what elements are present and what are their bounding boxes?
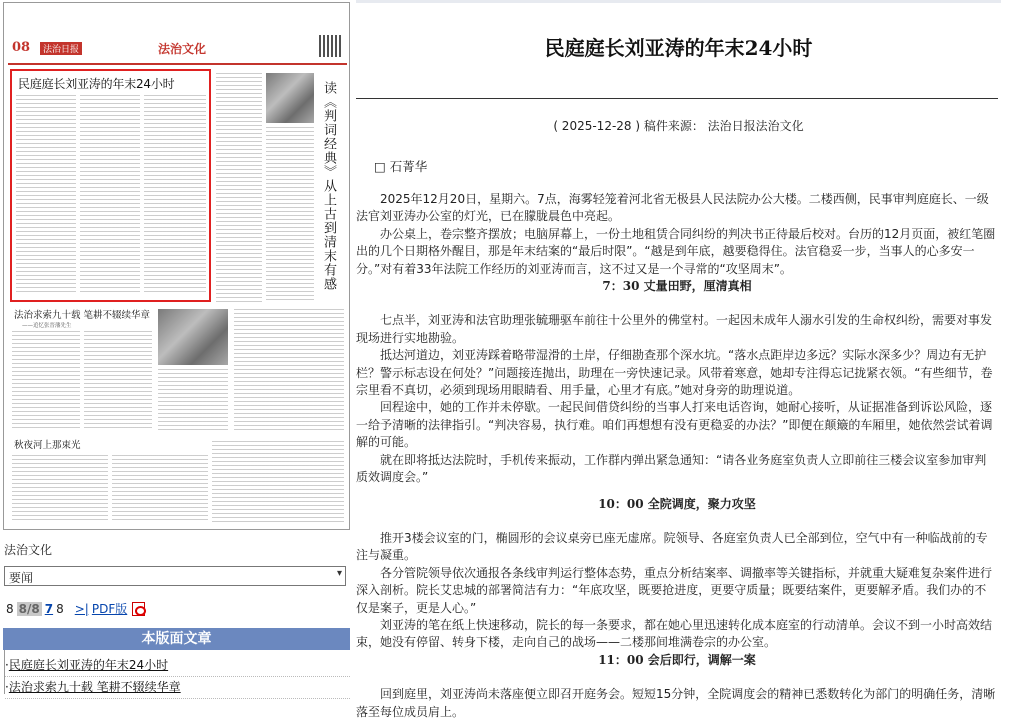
pdf-version-link[interactable]: PDF版 xyxy=(91,602,128,616)
newspaper-body xyxy=(8,69,347,527)
list-item: ·民庭庭长刘亚涛的年末24小时 xyxy=(5,655,350,677)
article-panel xyxy=(356,0,1001,719)
vertical-headline: 读《判词经典》从上古到清末有感 xyxy=(321,81,336,291)
spacer xyxy=(356,295,998,312)
newspaper-page-number: 08 xyxy=(12,40,31,55)
article-paragraph: 回程途中，她的工作并未停歇。一起民间借贷纠纷的当事人打来电话咨询，她耐心接听，从证据准备到诉讼风险，逐一给予清晰的法律指引。“判决容易，执行难。咱们再想想有没有更稳妥的办法？”即便在颠簸的车厢里，她依然尝试着调解的可能。 xyxy=(356,400,993,450)
pager-last-arrow[interactable]: >| xyxy=(74,601,89,616)
spacer xyxy=(356,487,998,496)
source-label: 法治文化 xyxy=(4,543,53,557)
chevron-down-icon: ▾ xyxy=(336,568,342,579)
text-column xyxy=(12,331,80,431)
highlighted-article-headline: 民庭庭长刘亚涛的年末24小时 xyxy=(18,77,175,91)
text-column xyxy=(12,455,108,523)
page-articles-list xyxy=(5,655,350,699)
page-articles-header: 本版面文章 xyxy=(3,628,350,650)
article-link[interactable]: 法治求索九十载 笔耕不辍续华章 xyxy=(8,680,181,694)
text-column xyxy=(112,455,208,523)
section-select[interactable] xyxy=(4,566,346,586)
article-paragraph: 刘亚涛的笔在纸上快速移动，院长的每一条要求，都在她心里迅速转化成本庭室的行动清单。会议不到一小时高效结束，她没有停留、转身下楼，走向自己的战场——二楼那间堆满卷宗的办公室。 xyxy=(356,617,993,650)
top-bar xyxy=(356,0,1001,3)
pager-current: 8/8 xyxy=(18,601,40,616)
article-paragraph: 就在即将抵达法院时，手机传来振动，工作群内弹出紧急通知：“请各业务庭室负责人立即前往三楼会议室参加审判质效调度会。” xyxy=(356,452,987,485)
text-column xyxy=(234,309,344,431)
left-panel xyxy=(0,0,352,694)
article-subhead: 10：00 全院调度，聚力攻坚 xyxy=(598,496,756,511)
pager-last[interactable]: 8 xyxy=(56,601,64,616)
article-paragraph: 抵达河道边，刘亚涛踩着略带湿滑的土岸，仔细勘查那个深水坑。“落水点距岸边多远？实际水深多少？周边有无护栏？警示标志设在何处？”问题接连抛出，助理在一旁快速记录。风带着寒意，她却专注得忘记拢紧衣领。“有些细节，卷宗里看不真切，必须到现场用眼睛看、用手量，心里才有底。”她对身旁的助理说道。 xyxy=(356,348,993,398)
highlighted-article-region[interactable] xyxy=(10,69,211,302)
title-divider xyxy=(356,98,998,99)
text-column xyxy=(266,127,314,303)
spacer xyxy=(356,513,998,530)
section-select-value: 要闻 xyxy=(9,571,34,585)
pdf-icon[interactable] xyxy=(132,602,145,616)
story3-headline: 秋夜河上那束光 xyxy=(14,440,81,451)
article-paragraph: 推开3楼会议室的门，椭圆形的会议桌旁已座无虚席。院领导、各庭室负责人已全部到位，空气中有一种临战前的专注与凝重。 xyxy=(356,530,988,563)
pager-prefix: 8 xyxy=(6,601,14,616)
page-navigation xyxy=(6,600,145,617)
newspaper-page-thumbnail[interactable] xyxy=(3,2,350,530)
article-link[interactable]: 民庭庭长刘亚涛的年末24小时 xyxy=(8,658,169,672)
article-paragraph: 2025年12月20日，星期六。7点，海雾轻笼着河北省无极县人民法院办公大楼。二楼西侧，民事审判庭庭长、一级法官刘亚涛办公室的灯光，已在朦胧晨色中亮起。 xyxy=(356,192,989,224)
list-item: ·法治求索九十载 笔耕不辍续华章 xyxy=(5,677,350,699)
article-paragraph: 办公桌上，卷宗整齐摆放；电脑屏幕上，一份土地租赁合同纠纷的判决书正待最后校对。台历的12月页面，被红笔圈出的几个日期格外醒目，那是年末结案的“最后时限”。“越是到年底，越要稳得住。法官稳妥一步，当事人的心多安一分。”对有着33年法院工作经历的刘亚涛而言，这不过又是一个寻常的“攻坚周末”。 xyxy=(356,226,996,276)
text-column xyxy=(84,331,152,431)
newspaper-image xyxy=(158,309,228,365)
story2-subheadline: ——追忆张晋藩先生 xyxy=(22,323,72,329)
article-paragraph: 各分管院领导依次通报各条线审判运行整体态势，重点分析结案率、调撤率等关键指标，并就重大疑难复杂案件进行深入剖析。院长艾忠城的部署简洁有力：“年底攻坚，既要抢进度，更要守质量；既要结案件，更要解矛盾。我们办的不仅是案子，更是人心。” xyxy=(356,565,993,615)
story2-headline: 法治求索九十载 笔耕不辍续华章 xyxy=(14,310,151,321)
newspaper-name: 法治日报 xyxy=(40,42,82,55)
newspaper-section-name: 法治文化 xyxy=(158,42,207,56)
article-meta: ( 2025-12-28 ) 稿件来源： 法治日报法治文化 xyxy=(553,119,804,133)
text-column xyxy=(212,441,344,523)
text-column xyxy=(144,95,206,295)
article-subhead: 7：30 丈量田野，厘清真相 xyxy=(602,279,752,294)
article-paragraph: 回到庭里，刘亚涛尚未落座便立即召开庭务会。短短15分钟，全院调度会的精神已悉数转化为部门的明确任务，清晰落至每位成员肩上。 xyxy=(356,687,996,719)
text-column xyxy=(216,73,262,303)
article-subhead: 11：00 会后即行，调解一案 xyxy=(598,652,756,667)
spacer xyxy=(356,669,998,686)
newspaper-masthead xyxy=(8,37,347,65)
text-column xyxy=(16,95,76,295)
article-body xyxy=(356,191,998,721)
qr-code-icon xyxy=(319,35,341,57)
pager-link-7[interactable]: 7 xyxy=(44,601,54,616)
article-paragraph: 七点半，刘亚涛和法官助理张毓珊驱车前往十公里外的佛堂村。一起因未成年人溺水引发的生命权纠纷，需要对事发现场进行实地勘验。 xyxy=(356,313,993,345)
article-title: 民庭庭长刘亚涛的年末24小时 xyxy=(544,36,813,60)
newspaper-image xyxy=(266,73,314,123)
article-author: □ 石菁华 xyxy=(374,159,428,174)
text-column xyxy=(158,369,228,431)
text-column xyxy=(80,95,140,295)
